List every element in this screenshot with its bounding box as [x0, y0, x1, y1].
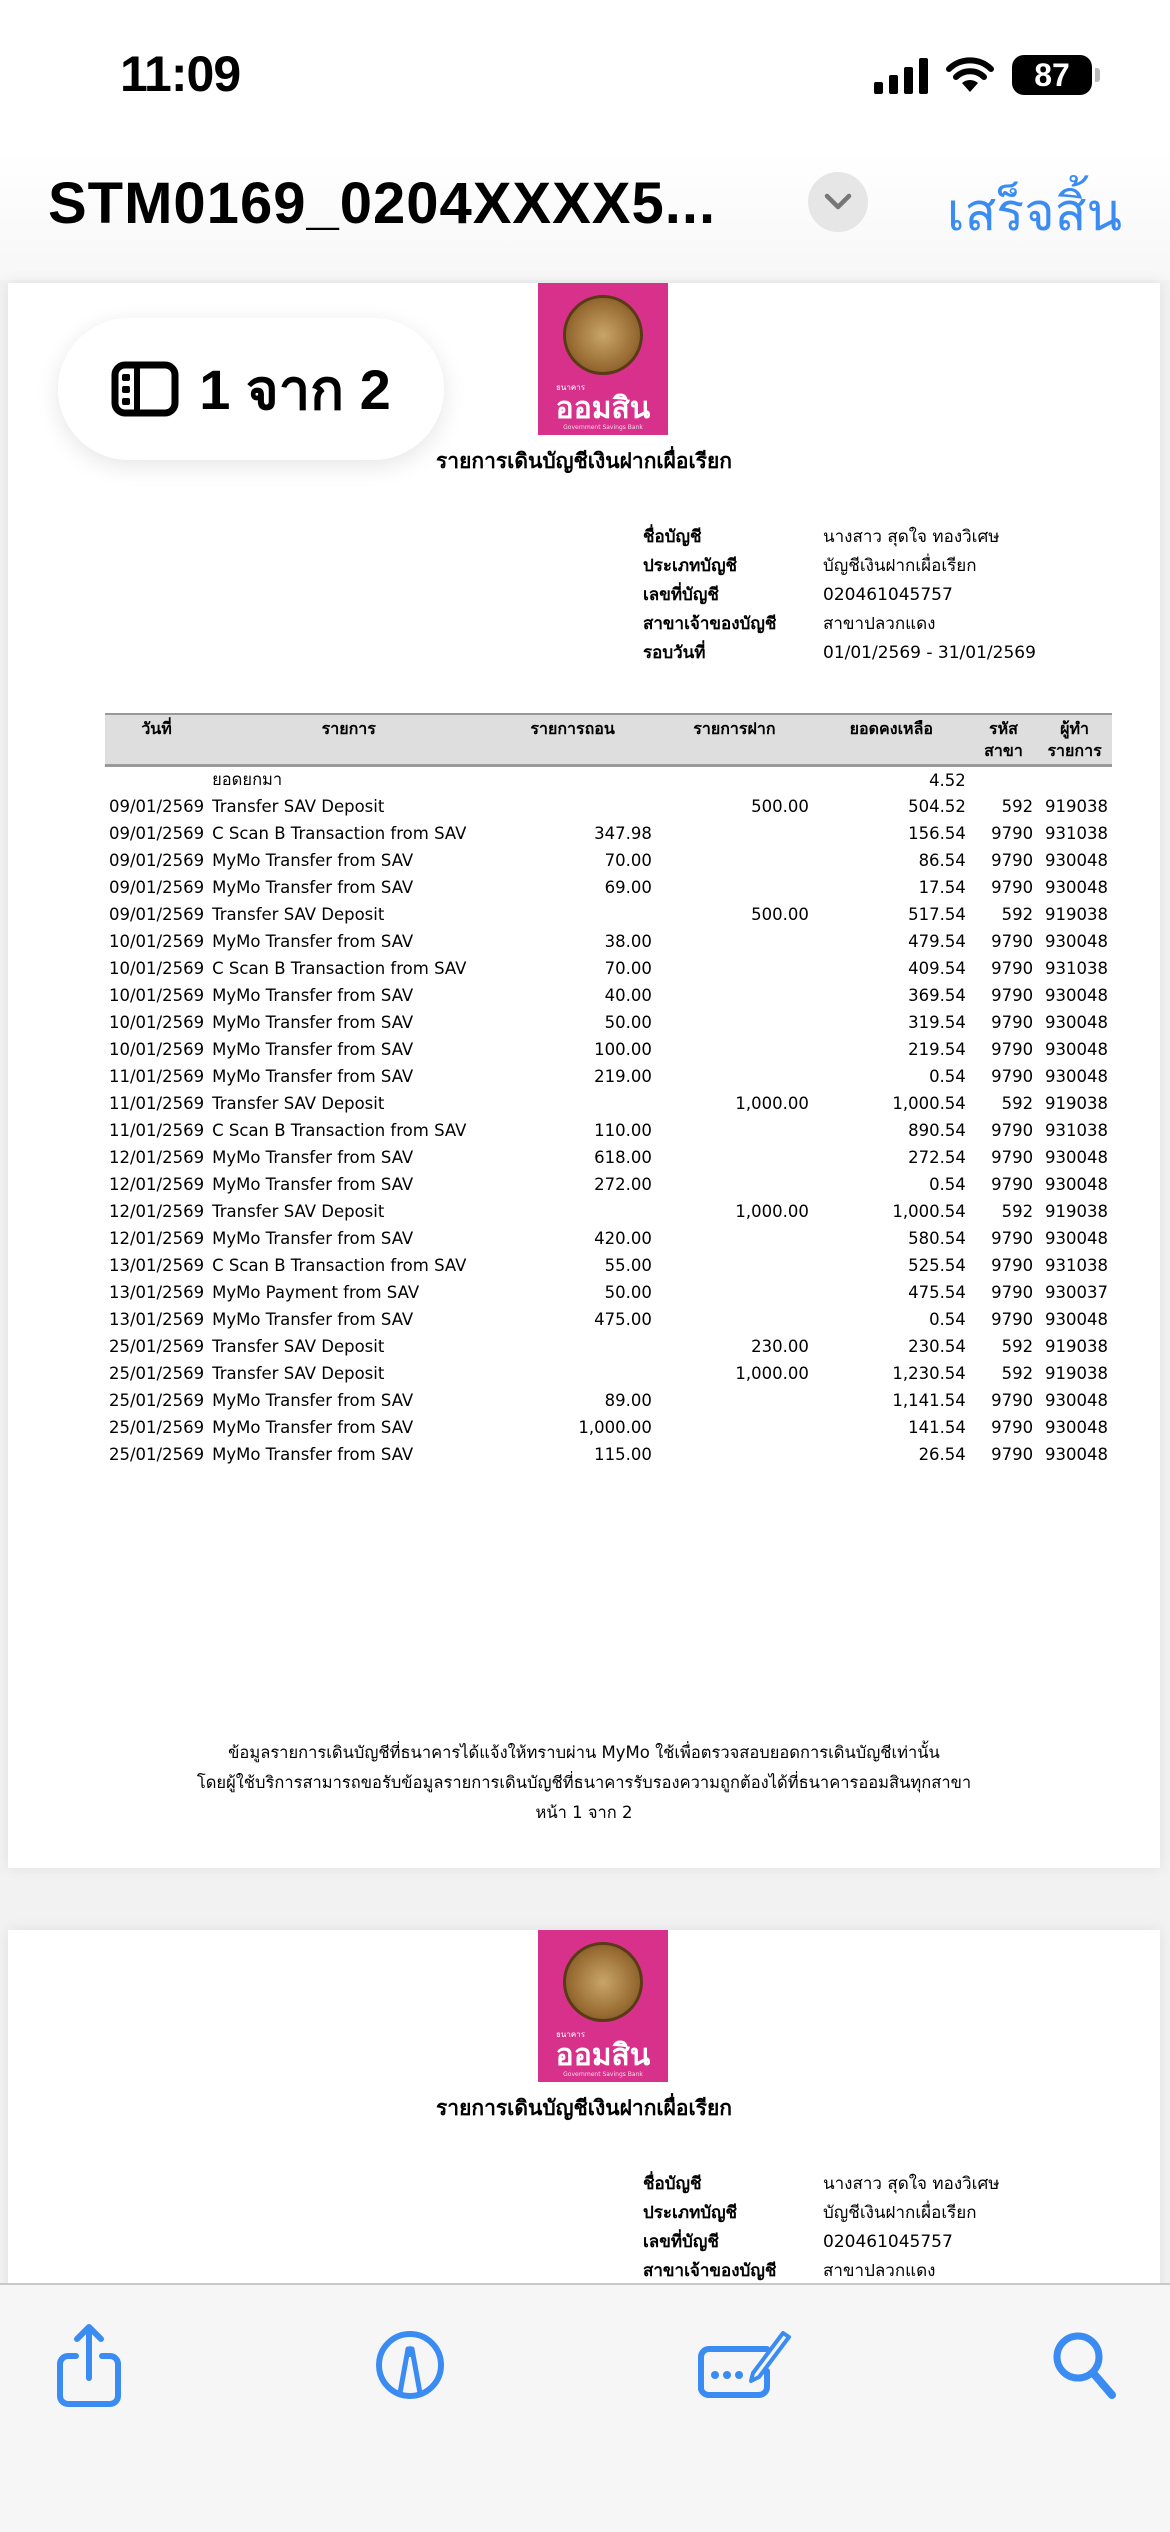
txn-balance: 230.54: [908, 1337, 966, 1356]
txn-description: C Scan B Transaction from SAV: [212, 1256, 467, 1275]
txn-withdrawal: 110.00: [594, 1121, 652, 1140]
txn-withdrawal: 40.00: [604, 986, 652, 1005]
txn-operator: 931038: [1045, 959, 1108, 978]
txn-description: MyMo Transfer from SAV: [212, 1148, 414, 1167]
txn-date: 12/01/2569: [109, 1202, 205, 1221]
txn-deposit: 1,000.00: [735, 1202, 809, 1221]
txn-branch-code: 592: [1001, 905, 1034, 924]
txn-withdrawal: [489, 793, 656, 820]
txn-branch-code: 9790: [991, 851, 1034, 870]
txn-operator: 930048: [1045, 1067, 1108, 1086]
info-value: 020461045757: [823, 2231, 953, 2252]
txn-date: 11/01/2569: [109, 1121, 205, 1140]
txn-deposit: 500.00: [751, 797, 809, 816]
txn-branch-code: 592: [1001, 1364, 1034, 1383]
txn-description: Transfer SAV Deposit: [212, 797, 385, 816]
txn-description: C Scan B Transaction from SAV: [212, 1121, 467, 1140]
table-row: [105, 1171, 1112, 1198]
status-icons: [874, 55, 1092, 95]
txn-description: Transfer SAV Deposit: [212, 1094, 385, 1113]
txn-balance: 1,230.54: [892, 1364, 966, 1383]
table-row: [105, 1225, 1112, 1252]
footer-line-2: โดยผู้ใช้บริการสามารถขอรับข้อมูลรายการเดินบัญชีที่ธนาคารรับรองความถูกต้องได้ที่ธนาคารออมสินทุกสาขา: [196, 1773, 972, 1792]
info-value: สาขาปลวกแดง: [823, 614, 936, 634]
markup-button[interactable]: [365, 2320, 455, 2410]
txn-deposit: [656, 874, 813, 901]
txn-balance: 1,141.54: [892, 1391, 966, 1410]
txn-branch-code: 592: [1001, 1094, 1034, 1113]
txn-operator: 919038: [1045, 797, 1108, 816]
txn-date: 12/01/2569: [109, 1175, 205, 1194]
txn-branch-code: 9790: [991, 1391, 1034, 1410]
txn-date: 25/01/2569: [109, 1337, 205, 1356]
page-indicator[interactable]: [58, 318, 444, 460]
txn-deposit: [656, 847, 813, 874]
txn-operator: 930048: [1045, 1391, 1108, 1410]
logo-name: ออมสิน: [555, 2039, 651, 2072]
table-row: [105, 1306, 1112, 1333]
txn-operator: 930037: [1045, 1283, 1108, 1302]
txn-deposit: [656, 1387, 813, 1414]
txn-deposit: [656, 1279, 813, 1306]
bank-logo: [538, 283, 668, 435]
txn-balance: 525.54: [908, 1256, 966, 1275]
info-row-account-name: [643, 522, 1036, 551]
txn-balance: 17.54: [918, 878, 966, 897]
txn-withdrawal: 69.00: [604, 878, 652, 897]
txn-description: Transfer SAV Deposit: [212, 1364, 385, 1383]
txn-deposit: [656, 1009, 813, 1036]
table-row: [105, 1441, 1112, 1468]
txn-deposit: [656, 1252, 813, 1279]
header-withdrawal: รายการถอน: [489, 714, 656, 766]
txn-deposit: [656, 928, 813, 955]
txn-branch-code: 9790: [991, 1229, 1034, 1248]
statement-footer: [8, 1738, 1160, 1828]
txn-date: 13/01/2569: [109, 1256, 205, 1275]
txn-balance: 1,000.54: [892, 1202, 966, 1221]
info-label: สาขาเจ้าของบัญชี: [643, 2261, 777, 2281]
txn-balance: 219.54: [908, 1040, 966, 1059]
txn-withdrawal: 70.00: [604, 959, 652, 978]
txn-branch-code: 9790: [991, 1013, 1034, 1032]
txn-description: Transfer SAV Deposit: [212, 1202, 385, 1221]
txn-balance: 0.54: [929, 1310, 966, 1329]
statement-heading: รายการเดินบัญชีเงินฝากเผื่อเรียก: [436, 2097, 732, 2120]
txn-deposit: 1,000.00: [735, 1364, 809, 1383]
table-row: [105, 901, 1112, 928]
brought-forward-row: ยอดยกมา 4.52: [212, 770, 966, 790]
bottom-toolbar: [0, 2283, 1170, 2532]
info-row-account-number: [643, 580, 1036, 609]
info-value: บัญชีเงินฝากเผื่อเรียก: [823, 2203, 977, 2223]
txn-description: MyMo Transfer from SAV: [212, 1418, 414, 1437]
table-row: [105, 1279, 1112, 1306]
txn-branch-code: 9790: [991, 1445, 1034, 1464]
info-row-account-name: [643, 2169, 1000, 2198]
table-row: [105, 847, 1112, 874]
txn-date: 12/01/2569: [109, 1229, 205, 1248]
logo-small-text: ธนาคาร: [556, 383, 585, 392]
txn-branch-code: 9790: [991, 1067, 1034, 1086]
txn-withdrawal: 55.00: [604, 1256, 652, 1275]
txn-date: 12/01/2569: [109, 1148, 205, 1167]
txn-branch-code: 592: [1001, 797, 1034, 816]
header-operator: ผู้ทำ รายการ: [1037, 714, 1112, 766]
info-label: ประเภทบัญชี: [643, 2203, 738, 2223]
txn-deposit: [656, 982, 813, 1009]
txn-deposit: [656, 1414, 813, 1441]
status-bar: [0, 0, 1170, 150]
table-row: [105, 1198, 1112, 1225]
txn-withdrawal: [489, 1360, 656, 1387]
txn-branch-code: 9790: [991, 1283, 1034, 1302]
txn-operator: 930048: [1045, 878, 1108, 897]
table-row: [105, 1117, 1112, 1144]
txn-branch-code: 9790: [991, 824, 1034, 843]
info-label: ประเภทบัญชี: [643, 556, 738, 576]
header-deposit: รายการฝาก: [656, 714, 813, 766]
nav-bar: [0, 150, 1170, 280]
txn-withdrawal: 89.00: [604, 1391, 652, 1410]
txn-date: 10/01/2569: [109, 1040, 205, 1059]
txn-balance: 272.54: [908, 1148, 966, 1167]
info-label: เลขที่บัญชี: [643, 585, 719, 605]
txn-date: 13/01/2569: [109, 1310, 205, 1329]
txn-deposit: 500.00: [751, 905, 809, 924]
header-date: วันที่: [105, 714, 208, 766]
cellular-signal-icon: [874, 56, 928, 94]
table-row: [105, 1333, 1112, 1360]
txn-deposit: [656, 1036, 813, 1063]
info-label: ชื่อบัญชี: [643, 2174, 702, 2194]
txn-operator: 930048: [1045, 932, 1108, 951]
txn-operator: 919038: [1045, 1364, 1108, 1383]
txn-description: MyMo Transfer from SAV: [212, 1067, 414, 1086]
txn-date: 09/01/2569: [109, 851, 205, 870]
header-description: รายการ: [208, 714, 489, 766]
markup-icon: [374, 2329, 446, 2401]
txn-branch-code: 592: [1001, 1202, 1034, 1221]
txn-branch-code: 9790: [991, 1121, 1034, 1140]
txn-date: 11/01/2569: [109, 1067, 205, 1086]
battery-percent: 87: [1034, 56, 1070, 93]
txn-deposit: [656, 820, 813, 847]
txn-balance: 504.52: [908, 797, 966, 816]
transactions-table: [105, 713, 1112, 1468]
txn-operator: 930048: [1045, 1229, 1108, 1248]
battery-icon: [1012, 55, 1092, 95]
txn-operator: 930048: [1045, 1445, 1108, 1464]
txn-description: C Scan B Transaction from SAV: [212, 824, 467, 843]
txn-balance: 369.54: [908, 986, 966, 1005]
txn-operator: 919038: [1045, 1337, 1108, 1356]
document-page-1: [8, 283, 1160, 1868]
txn-withdrawal: 347.98: [594, 824, 652, 843]
txn-date: 25/01/2569: [109, 1391, 205, 1410]
table-row: [105, 874, 1112, 901]
search-button[interactable]: [1040, 2320, 1130, 2410]
info-row-branch: [643, 609, 1036, 638]
table-row: [105, 1387, 1112, 1414]
txn-balance: 475.54: [908, 1283, 966, 1302]
table-row: [105, 1252, 1112, 1279]
txn-description: MyMo Transfer from SAV: [212, 986, 414, 1005]
txn-withdrawal: 100.00: [594, 1040, 652, 1059]
txn-balance: 479.54: [908, 932, 966, 951]
txn-deposit: 230.00: [751, 1337, 809, 1356]
statement-heading: รายการเดินบัญชีเงินฝากเผื่อเรียก: [436, 450, 732, 473]
txn-withdrawal: 50.00: [604, 1013, 652, 1032]
txn-deposit: 1,000.00: [735, 1094, 809, 1113]
txn-date: 09/01/2569: [109, 905, 205, 924]
txn-description: C Scan B Transaction from SAV: [212, 959, 467, 978]
txn-balance: 156.54: [908, 824, 966, 843]
info-label: เลขที่บัญชี: [643, 2232, 719, 2252]
info-row-period: [643, 638, 1036, 667]
txn-withdrawal: 420.00: [594, 1229, 652, 1248]
txn-withdrawal: 219.00: [594, 1067, 652, 1086]
info-value: นางสาว สุดใจ ทองวิเศษ: [823, 527, 1000, 547]
txn-deposit: [656, 955, 813, 982]
txn-balance: 890.54: [908, 1121, 966, 1140]
txn-withdrawal: 38.00: [604, 932, 652, 951]
txn-branch-code: 9790: [991, 986, 1034, 1005]
txn-description: MyMo Transfer from SAV: [212, 1445, 414, 1464]
txn-branch-code: 9790: [991, 1148, 1034, 1167]
txn-branch-code: 9790: [991, 1310, 1034, 1329]
txn-operator: 930048: [1045, 1148, 1108, 1167]
info-value: สาขาปลวกแดง: [823, 2261, 936, 2281]
table-row: [105, 1063, 1112, 1090]
logo-small-text: ธนาคาร: [556, 2030, 585, 2039]
table-row: [105, 1414, 1112, 1441]
txn-operator: 930048: [1045, 1418, 1108, 1437]
txn-operator: 931038: [1045, 1256, 1108, 1275]
account-info: [643, 522, 1036, 667]
table-row: [105, 982, 1112, 1009]
bank-seal-icon: [563, 1942, 643, 2022]
txn-deposit: [656, 1117, 813, 1144]
txn-deposit: [656, 1225, 813, 1252]
txn-description: MyMo Transfer from SAV: [212, 851, 414, 870]
txn-balance: 517.54: [908, 905, 966, 924]
txn-date: 10/01/2569: [109, 932, 205, 951]
txn-withdrawal: 1,000.00: [578, 1418, 652, 1437]
txn-balance: 1,000.54: [892, 1094, 966, 1113]
txn-description: MyMo Payment from SAV: [212, 1283, 420, 1302]
page-indicator-label: 1 จาก 2: [199, 357, 391, 421]
table-row: [105, 955, 1112, 982]
header-balance: ยอดคงเหลือ: [813, 714, 970, 766]
txn-date: 11/01/2569: [109, 1094, 205, 1113]
txn-description: MyMo Transfer from SAV: [212, 1175, 414, 1194]
table-row: [105, 928, 1112, 955]
txn-balance: 319.54: [908, 1013, 966, 1032]
table-row: [105, 1360, 1112, 1387]
txn-branch-code: 9790: [991, 1256, 1034, 1275]
logo-name: ออมสิน: [555, 392, 651, 425]
table-row: [105, 1009, 1112, 1036]
txn-date: 10/01/2569: [109, 986, 205, 1005]
txn-operator: 919038: [1045, 1202, 1108, 1221]
txn-branch-code: 9790: [991, 932, 1034, 951]
logo-subtitle: Government Savings Bank: [563, 2071, 643, 2078]
fill-sign-button[interactable]: [690, 2320, 800, 2410]
txn-withdrawal: 70.00: [604, 851, 652, 870]
table-header-row: [105, 714, 1112, 766]
txn-balance: 86.54: [918, 851, 966, 870]
txn-branch-code: 9790: [991, 1040, 1034, 1059]
txn-operator: 930048: [1045, 851, 1108, 870]
txn-branch-code: 592: [1001, 1337, 1034, 1356]
info-row-account-number: [643, 2227, 1000, 2256]
txn-operator: 919038: [1045, 905, 1108, 924]
txn-balance: 141.54: [908, 1418, 966, 1437]
done-button[interactable]: เสร็จสิ้น: [946, 183, 1122, 243]
txn-description: MyMo Transfer from SAV: [212, 1040, 414, 1059]
info-value: 020461045757: [823, 584, 953, 605]
txn-operator: 930048: [1045, 1040, 1108, 1059]
txn-withdrawal: [489, 1090, 656, 1117]
txn-date: 25/01/2569: [109, 1445, 205, 1464]
txn-withdrawal: 272.00: [594, 1175, 652, 1194]
header-branch-code: รหัส สาขา: [970, 714, 1037, 766]
table-row: [105, 1090, 1112, 1117]
txn-operator: 930048: [1045, 1175, 1108, 1194]
txn-description: MyMo Transfer from SAV: [212, 1013, 414, 1032]
sidebar-icon: [111, 361, 179, 417]
txn-balance: 0.54: [929, 1175, 966, 1194]
txn-deposit: [656, 1144, 813, 1171]
footer-page-number: หน้า 1 จาก 2: [535, 1803, 633, 1822]
txn-date: 10/01/2569: [109, 1013, 205, 1032]
txn-operator: 930048: [1045, 1013, 1108, 1032]
txn-withdrawal: 618.00: [594, 1148, 652, 1167]
txn-operator: 930048: [1045, 986, 1108, 1005]
info-row-branch: [643, 2256, 1000, 2285]
txn-description: MyMo Transfer from SAV: [212, 1310, 414, 1329]
txn-date: 10/01/2569: [109, 959, 205, 978]
txn-description: MyMo Transfer from SAV: [212, 1229, 414, 1248]
txn-date: 09/01/2569: [109, 824, 205, 843]
info-value: นางสาว สุดใจ ทองวิเศษ: [823, 2174, 1000, 2194]
txn-date: 25/01/2569: [109, 1418, 205, 1437]
txn-withdrawal: [489, 901, 656, 928]
info-label: รอบวันที่: [643, 643, 706, 663]
bank-seal-icon: [563, 295, 643, 375]
txn-description: Transfer SAV Deposit: [212, 1337, 385, 1356]
status-time: 11:09: [120, 46, 241, 102]
txn-deposit: [656, 1306, 813, 1333]
table-row: [105, 1036, 1112, 1063]
txn-withdrawal: 50.00: [604, 1283, 652, 1302]
txn-withdrawal: 475.00: [594, 1310, 652, 1329]
info-row-account-type: [643, 551, 1036, 580]
txn-deposit: [656, 1171, 813, 1198]
info-row-account-type: [643, 2198, 1000, 2227]
txn-branch-code: 9790: [991, 1418, 1034, 1437]
txn-withdrawal: [489, 1198, 656, 1225]
txn-operator: 931038: [1045, 824, 1108, 843]
document-page-2: [8, 1930, 1160, 2330]
txn-branch-code: 9790: [991, 878, 1034, 897]
txn-balance: 0.54: [929, 1067, 966, 1086]
share-button[interactable]: [44, 2320, 134, 2410]
txn-deposit: [656, 1063, 813, 1090]
bank-logo: [538, 1930, 668, 2082]
txn-withdrawal: 115.00: [594, 1445, 652, 1464]
info-label: สาขาเจ้าของบัญชี: [643, 614, 777, 634]
search-icon: [1050, 2329, 1120, 2401]
txn-withdrawal: [489, 1333, 656, 1360]
txn-operator: 930048: [1045, 1310, 1108, 1329]
table-row: [105, 820, 1112, 847]
txn-description: MyMo Transfer from SAV: [212, 878, 414, 897]
document-title[interactable]: STM0169_0204XXXX5...: [48, 171, 717, 236]
txn-description: MyMo Transfer from SAV: [212, 1391, 414, 1410]
txn-date: 09/01/2569: [109, 797, 205, 816]
account-info: [643, 2169, 1000, 2285]
txn-description: Transfer SAV Deposit: [212, 905, 385, 924]
share-icon: [54, 2322, 124, 2408]
wifi-icon: [946, 56, 994, 94]
txn-description: MyMo Transfer from SAV: [212, 932, 414, 951]
title-menu-button[interactable]: [808, 172, 868, 232]
table-row: [105, 793, 1112, 820]
chevron-down-icon: [824, 193, 852, 211]
txn-operator: 931038: [1045, 1121, 1108, 1140]
txn-date: 13/01/2569: [109, 1283, 205, 1302]
fill-sign-icon: [695, 2329, 795, 2401]
info-value: 01/01/2569 - 31/01/2569: [823, 642, 1036, 663]
txn-date: 09/01/2569: [109, 878, 205, 897]
txn-operator: 919038: [1045, 1094, 1108, 1113]
info-label: ชื่อบัญชี: [643, 527, 702, 547]
logo-subtitle: Government Savings Bank: [563, 424, 643, 431]
txn-balance: 26.54: [918, 1445, 966, 1464]
txn-deposit: [656, 1441, 813, 1468]
txn-balance: 409.54: [908, 959, 966, 978]
info-value: บัญชีเงินฝากเผื่อเรียก: [823, 556, 977, 576]
txn-date: 25/01/2569: [109, 1364, 205, 1383]
txn-balance: 580.54: [908, 1229, 966, 1248]
txn-branch-code: 9790: [991, 959, 1034, 978]
footer-line-1: ข้อมูลรายการเดินบัญชีที่ธนาคารได้แจ้งให้ทราบผ่าน MyMo ใช้เพื่อตรวจสอบยอดการเดินบัญชีเท่านั้น: [228, 1743, 940, 1762]
txn-branch-code: 9790: [991, 1175, 1034, 1194]
table-row: [105, 1144, 1112, 1171]
